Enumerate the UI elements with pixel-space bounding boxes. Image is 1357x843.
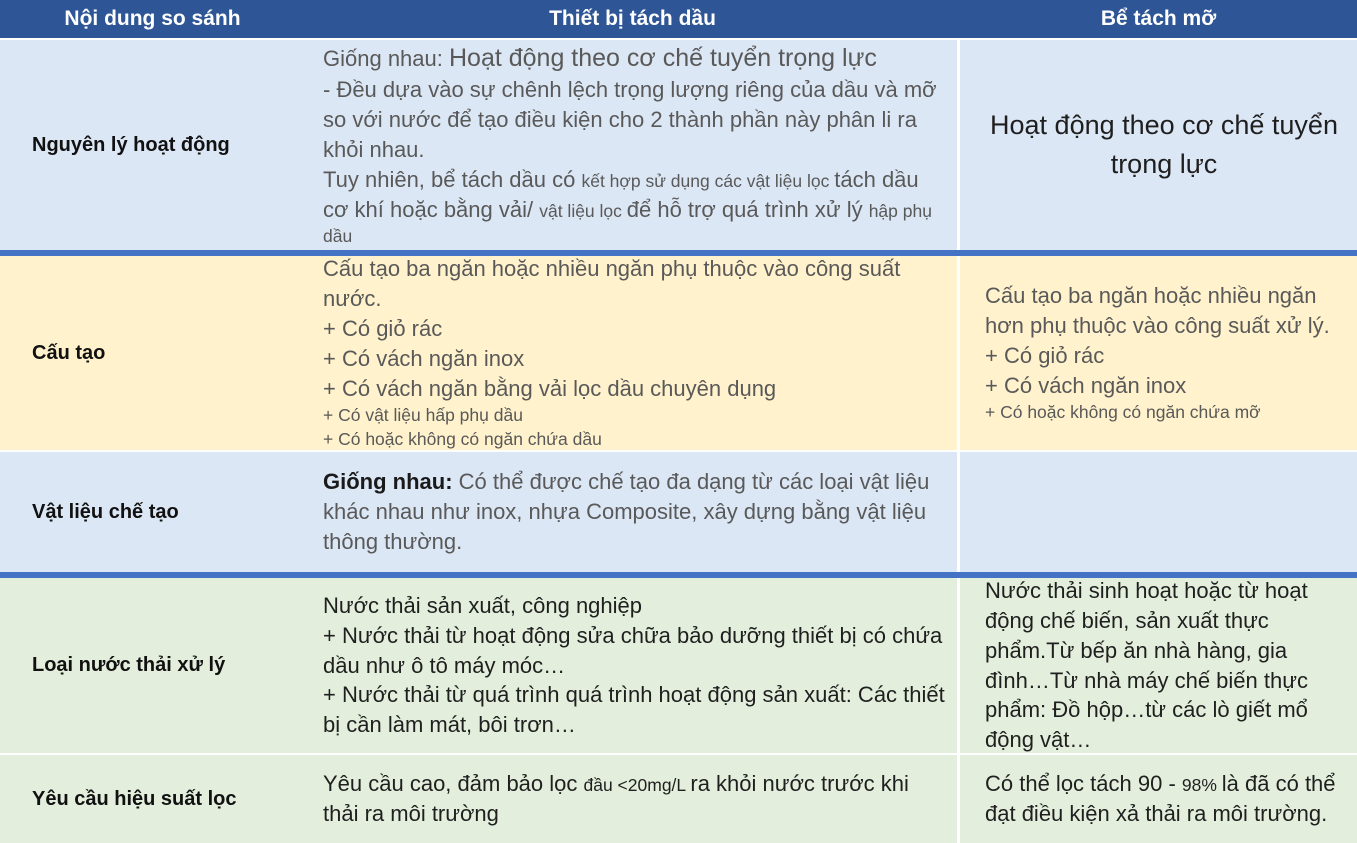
text-run: + Có giỏ rác [985, 343, 1105, 369]
row-label: Loại nước thải xử lý [32, 654, 226, 676]
table-header [0, 0, 1357, 38]
equipment-cell [305, 452, 957, 572]
row-vat-lieu-che-tao [0, 452, 1357, 572]
grease-trap-cell [960, 256, 1357, 450]
grease-trap-cell [960, 578, 1357, 753]
row-label: Yêu cầu hiệu suất lọc [32, 787, 237, 810]
header-thiet-bi-tach-dau: Thiết bị tách dầu [549, 7, 716, 30]
paragraph [985, 371, 1343, 401]
row-label: Vật liệu chế tạo [32, 500, 179, 523]
text-run: Yêu cầu cao, đảm bảo lọc [323, 771, 584, 797]
text-run: + Có hoặc không có ngăn chứa dầu [323, 428, 602, 449]
paragraph [985, 341, 1343, 371]
paragraph [323, 621, 945, 681]
text-run: + Nước thải từ hoạt động sửa chữa bảo dưỡng thiết bị có chứa dầu như ô tô máy móc… [323, 622, 943, 678]
text-run: ra khỏi nước trước khi thải ra môi trường [323, 771, 909, 826]
header-be-tach-mo: Bể tách mỡ [1100, 7, 1217, 30]
text-run: là đã có thể đạt điều kiện xả thải ra môi trường. [985, 771, 1336, 826]
paragraph [985, 106, 1343, 184]
paragraph [323, 75, 945, 165]
text-run: + Có vách ngăn inox [323, 346, 525, 372]
text-run: + Có vách ngăn inox [985, 373, 1187, 398]
row-yeu-cau-hieu-suat-loc [0, 755, 1357, 843]
row-label: Cấu tạo [32, 341, 106, 364]
text-run: 98% [1181, 775, 1222, 796]
row-loai-nuoc-thai-xu-ly [0, 578, 1357, 753]
paragraph [323, 314, 945, 344]
text-run: Nước thải sinh hoạt hoặc từ hoạt động chế biến, sản xuất thực phẩm.Từ bếp ăn nhà hàng, gia đình…Từ nhà máy chế biến thực phẩm: Đồ hộp…từ các lò giết mổ động vật… [985, 577, 1308, 753]
text-run: Tuy nhiên, bể tách dầu có [323, 167, 582, 193]
text-run: Có thể được chế tạo đa dạng từ các loại vật liệu khác nhau như inox, nhựa Composite, xây dựng bằng vật liệu thông thường. [323, 469, 930, 554]
text-run: Nước thải sản xuất, công nghiệp [323, 592, 643, 618]
equipment-cell [305, 256, 957, 450]
row-cau-tao [0, 256, 1357, 450]
equipment-cell [305, 755, 957, 843]
text-run: Cấu tạo ba ngăn hoặc nhiều ngăn hơn phụ thuộc vào công suất xử lý. [985, 283, 1330, 339]
paragraph [323, 769, 945, 829]
text-run: đầu <20mg/L [583, 775, 691, 796]
text-run: + Có hoặc không có ngăn chứa mỡ [985, 401, 1261, 422]
text-run: + Có vách ngăn bằng vải lọc dầu chuyên dụng [323, 376, 777, 402]
paragraph [323, 344, 945, 374]
paragraph [323, 591, 945, 621]
text-run: tách dầu cơ khí hoặc bằng vải/ [323, 167, 919, 222]
paragraph [985, 281, 1343, 341]
text-run: Giống nhau: [323, 469, 459, 495]
text-run: Hoạt động theo cơ chế tuyển trọng lực [448, 44, 877, 73]
paragraph [323, 254, 945, 314]
row-nguyen-ly-hoat-dong [0, 40, 1357, 250]
grease-trap-cell [960, 452, 1357, 572]
equipment-cell [305, 578, 957, 753]
text-run: hập phụ dầu [323, 200, 932, 246]
text-run: Hoạt động theo cơ chế tuyển trọng lực [990, 109, 1338, 179]
equipment-cell [305, 40, 957, 250]
paragraph [985, 769, 1343, 829]
header-noi-dung-so-sanh: Nội dung so sánh [64, 7, 241, 30]
text-run: để hỗ trợ quá trình xử lý [626, 196, 869, 222]
paragraph [323, 404, 945, 428]
paragraph [985, 576, 1343, 755]
paragraph [323, 467, 945, 557]
text-run: kết hợp sử dụng các vật liệu lọc [581, 171, 835, 192]
paragraph [323, 41, 945, 75]
paragraph [323, 428, 945, 452]
text-run: + Có vật liệu hấp phụ dầu [323, 404, 523, 425]
text-run: vật liệu lọc [539, 200, 627, 221]
text-run: + Nước thải từ quá trình quá trình hoạt động sản xuất: Các thiết bị cần làm mát, bôi trơn… [323, 682, 945, 738]
text-run: Giống nhau: [323, 46, 449, 72]
paragraph [323, 165, 945, 249]
paragraph [323, 680, 945, 740]
text-run: - Đều dựa vào sự chênh lệch trọng lượng riêng của dầu và mỡ so với nước để tạo điều kiện cho 2 thành phần này phân li ra khỏi nhau. [323, 77, 937, 163]
paragraph [985, 401, 1343, 425]
grease-trap-cell [960, 40, 1357, 250]
text-run: Có thể lọc tách 90 - [985, 771, 1182, 797]
grease-trap-cell [960, 755, 1357, 843]
paragraph [323, 374, 945, 404]
row-label: Nguyên lý hoạt động [32, 133, 230, 156]
text-run: + Có giỏ rác [323, 316, 443, 342]
text-run: Cấu tạo ba ngăn hoặc nhiều ngăn phụ thuộc vào công suất nước. [323, 256, 901, 312]
